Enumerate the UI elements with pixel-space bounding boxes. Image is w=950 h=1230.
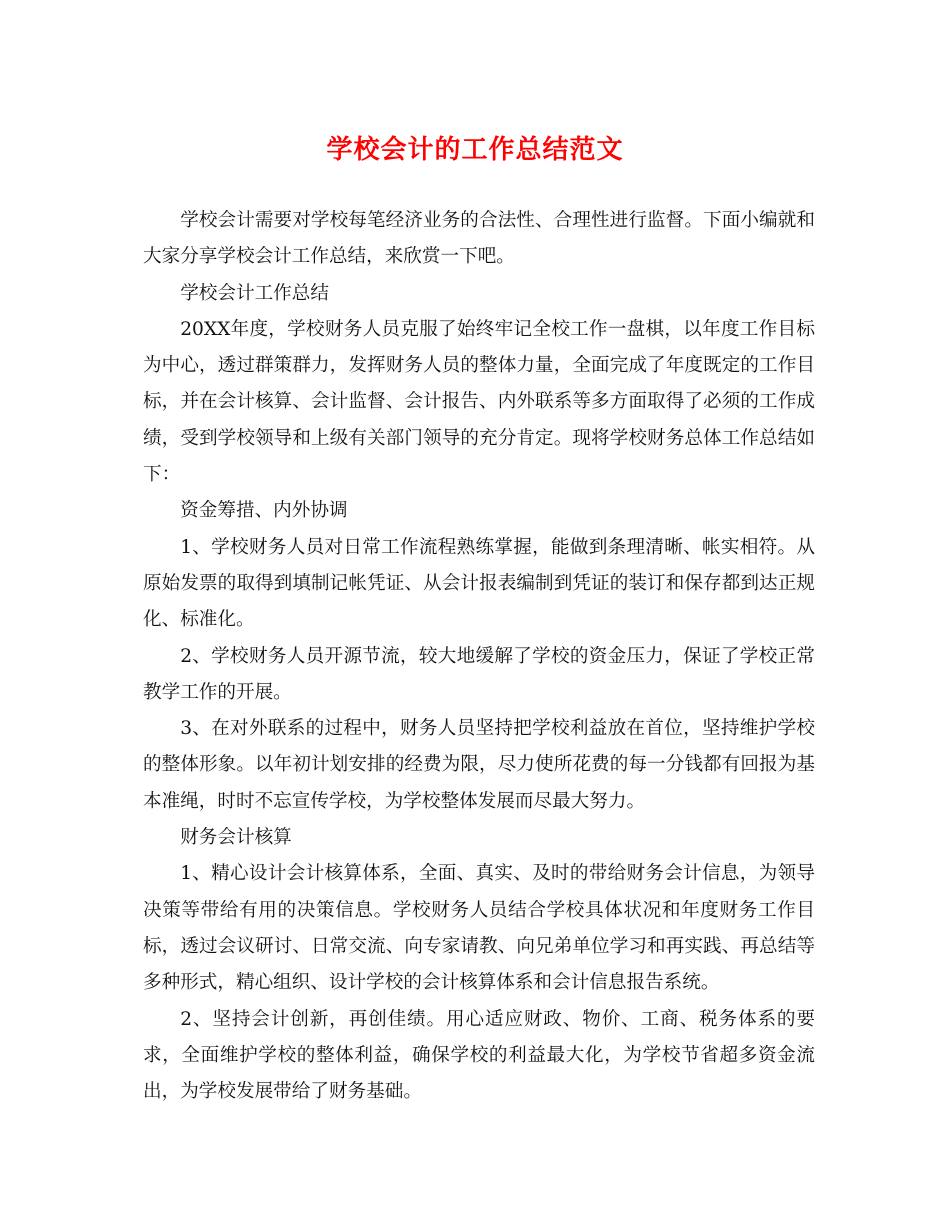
accounting-item-1: 1、精心设计会计核算体系，全面、真实、及时的带给财务会计信息，为领导决策等带给有用的决策信息。学校财务人员结合学校具体状况和年度财务工作目标，透过会议研讨、日常交流、向专家请教、向兄弟单位学习和再实践、再总结等多种形式，精心组织、设计学校的会计核算体系和会计信息报告系统。 — [143, 863, 815, 994]
section-heading-accounting: 财务会计核算 — [180, 827, 292, 849]
document-body — [143, 203, 815, 1110]
accounting-item-2: 2、坚持会计创新，再创佳绩。用心适应财政、物价、工商、税务体系的要求，全面维护学校的整体利益，确保学校的利益最大化，为学校节省超多资金流出，为学校发展带给了财务基础。 — [143, 1008, 815, 1103]
overview-paragraph: 20XX年度，学校财务人员克服了始终牢记全校工作一盘棋，以年度工作目标为中心，透过群策群力，发挥财务人员的整体力量，全面完成了年度既定的工作目标，并在会计核算、会计监督、会计报告、内外联系等多方面取得了必须的工作成绩，受到学校领导和上级有关部门领导的充分肯定。现将学校财务总体工作总结如下： — [143, 318, 815, 486]
funding-item-1: 1、学校财务人员对日常工作流程熟练掌握，能做到条理清晰、帐实相符。从原始发票的取得到填制记帐凭证、从会计报表编制到凭证的装订和保存都到达正规化、标准化。 — [143, 536, 815, 631]
funding-item-3: 3、在对外联系的过程中，财务人员坚持把学校利益放在首位，坚持维护学校的整体形象。以年初计划安排的经费为限，尽力使所花费的每一分钱都有回报为基本准绳，时时不忘宣传学校，为学校整体发展而尽最大努力。 — [143, 718, 815, 812]
intro-paragraph: 学校会计需要对学校每笔经济业务的合法性、合理性进行监督。下面小编就和大家分享学校会计工作总结，来欣赏一下吧。 — [143, 210, 815, 268]
section-heading-funding: 资金筹措、内外协调 — [180, 500, 348, 522]
document-title: 学校会计的工作总结范文 — [326, 135, 624, 165]
funding-item-2: 2、学校财务人员开源节流，较大地缓解了学校的资金压力，保证了学校正常教学工作的开展。 — [143, 645, 815, 703]
section-heading-summary: 学校会计工作总结 — [180, 282, 329, 304]
